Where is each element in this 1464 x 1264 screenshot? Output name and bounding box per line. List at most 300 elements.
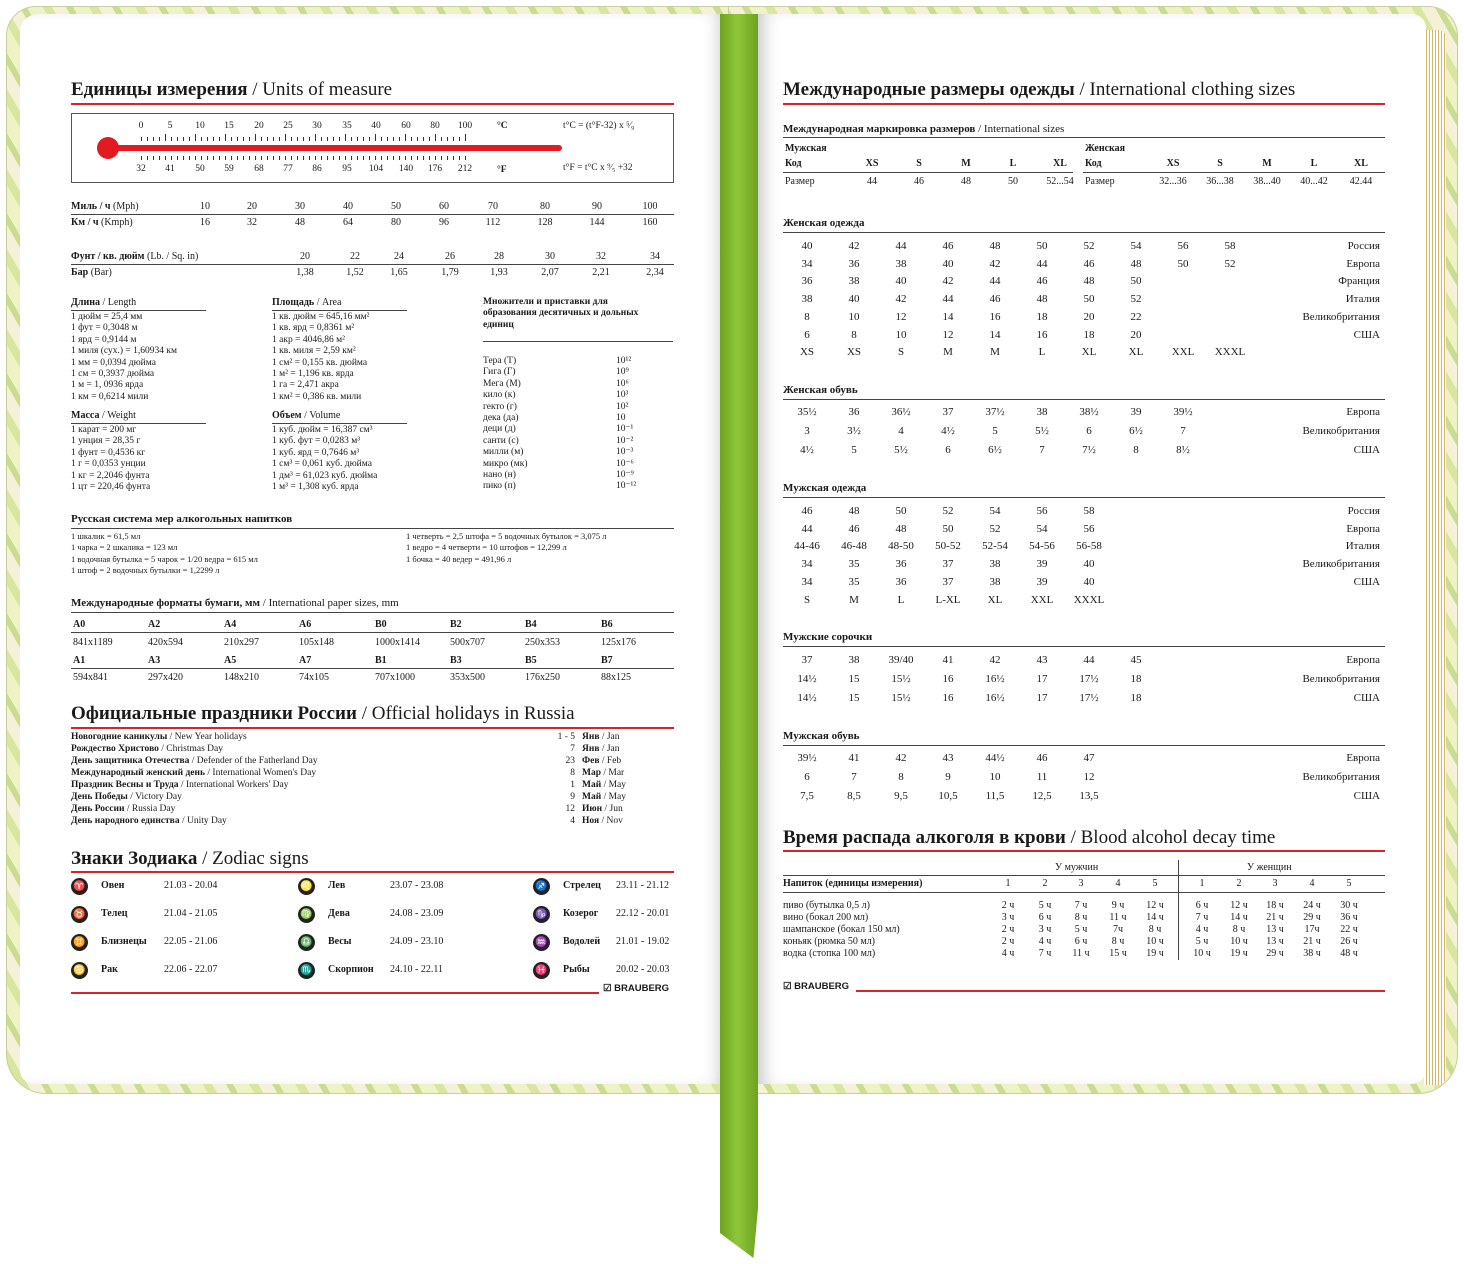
volume-row: 1 куб. ярд = 0,7646 м³ — [272, 447, 360, 458]
scale-tick — [279, 156, 280, 160]
size-value: 7 — [851, 771, 857, 783]
holiday-month-en: / Feb — [601, 756, 622, 766]
psi-label-ru: Фунт / кв. дюйм — [71, 251, 145, 262]
divider — [71, 668, 674, 669]
size-value: 16½ — [985, 692, 1005, 704]
size-value: 35 — [848, 575, 860, 588]
size-value: XL — [1128, 346, 1144, 359]
prefix-name: пико (п) — [483, 481, 516, 492]
size-value: 8,5 — [847, 790, 861, 802]
size-country: Европа — [1346, 522, 1380, 535]
size-value: 17 — [1036, 673, 1048, 685]
size-value: 15½ — [891, 673, 911, 685]
decay-women-value: 48 ч — [1340, 948, 1358, 959]
fahrenheit-label: 50 — [195, 164, 205, 174]
intl-women-size: 40...42 — [1300, 176, 1328, 187]
size-value: 37 — [942, 406, 954, 418]
scale-tick — [399, 137, 400, 141]
zodiac-name: Рыбы — [563, 964, 590, 975]
holiday-day: 8 — [570, 768, 575, 778]
scale-tick — [207, 137, 208, 141]
holiday-month-ru: Июн — [582, 804, 603, 814]
scale-tick — [171, 156, 172, 160]
length-row: 1 мм = 0,0394 дюйма — [71, 357, 156, 368]
size-value: L — [1038, 346, 1046, 359]
size-value: 10 — [848, 310, 860, 323]
mens-title: Мужская одежда — [783, 482, 867, 494]
scale-tick — [393, 137, 394, 141]
size-value: 42 — [895, 752, 907, 764]
divider — [783, 892, 1385, 893]
size-value: 39½ — [797, 752, 817, 764]
mens_shoes-title: Мужская обувь — [783, 730, 860, 742]
scale-tick — [315, 156, 316, 160]
scale-tick — [459, 156, 460, 160]
size-value: 5 — [992, 425, 998, 437]
size-country: Россия — [1347, 240, 1380, 252]
zodiac-dates: 22.05 - 21.06 — [164, 936, 218, 947]
area-row: 1 кв. ярд = 0,8361 м² — [272, 323, 355, 334]
size-value: 48 — [895, 522, 907, 535]
prefix-value: 10⁹ — [616, 367, 629, 378]
scale-tick — [231, 137, 232, 141]
length-row: 1 ярд = 0,9144 м — [71, 334, 137, 345]
decay-women-value: 19 ч — [1230, 948, 1248, 959]
size-value: 4½ — [941, 425, 955, 437]
decay-drink: шампанское (бокал 150 мл) — [783, 924, 900, 935]
holiday-month-en: / Jan — [601, 744, 620, 754]
size-value: 10 — [989, 771, 1001, 783]
paper-name: B6 — [601, 619, 613, 630]
size-value: 18 — [1083, 328, 1095, 341]
paper-name: A5 — [224, 655, 237, 666]
size-value: 47 — [1083, 752, 1095, 764]
zodiac-sign-icon: ♋ — [71, 962, 88, 979]
scale-tick — [369, 156, 370, 160]
size-value: 17½ — [1079, 673, 1099, 685]
scale-tick — [429, 156, 430, 160]
scale-tick — [447, 156, 448, 160]
size-value: 35½ — [797, 406, 817, 418]
size-value: 36 — [895, 575, 907, 588]
size-value: 37½ — [985, 406, 1005, 418]
decay-men-value: 8 ч — [1148, 924, 1162, 935]
scale-tick — [453, 156, 454, 160]
scale-tick — [459, 137, 460, 141]
holiday-month — [582, 768, 624, 779]
scale-tick — [165, 156, 166, 160]
decay-women-value: 4 ч — [1195, 924, 1209, 935]
size-value: 56 — [1083, 522, 1095, 535]
scale-tick — [441, 156, 442, 160]
size-value: 20 — [1130, 328, 1142, 341]
scale-tick — [435, 134, 436, 141]
size-value: 39 — [1130, 406, 1142, 418]
holiday-month-ru: Янв — [582, 732, 600, 742]
holiday-month-en: / Mar — [603, 768, 625, 778]
size-value: 41 — [848, 752, 860, 764]
prefix-value: 10² — [616, 401, 629, 412]
holiday-ru: День защитника Отечества — [71, 756, 190, 766]
size-country: Великобритания — [1302, 558, 1380, 571]
size-value: 39 — [1036, 575, 1048, 588]
bar-value: 1,93 — [490, 267, 508, 278]
size-value: 4½ — [800, 444, 814, 456]
decay-women: У женщин — [1247, 862, 1292, 873]
scale-tick — [267, 156, 268, 160]
scale-tick — [465, 134, 466, 141]
holiday-ru: День народного единства — [71, 816, 180, 826]
size-value: 22 — [1130, 310, 1142, 323]
size-value: 7,5 — [800, 790, 814, 802]
area-title-en: / Area — [316, 297, 342, 308]
decay-col: 4 — [1115, 878, 1121, 889]
fahrenheit-label: 86 — [312, 164, 322, 174]
decay-men-value: 10 ч — [1146, 936, 1164, 947]
decay-women-value: 6 ч — [1195, 900, 1209, 911]
holiday-en: / Christmas Day — [161, 744, 224, 754]
zodiac-name: Рак — [101, 964, 118, 975]
scale-tick — [231, 156, 232, 160]
paper-name: A4 — [224, 619, 237, 630]
scale-tick — [255, 156, 256, 160]
c-formula: t°C = (t°F-32) x ⁵⁄₉ — [563, 121, 635, 131]
size-value: 44½ — [985, 752, 1005, 764]
brand-logo-right: ☑ BRAUBERG — [783, 981, 850, 992]
scale-tick — [315, 134, 316, 141]
divider — [71, 310, 206, 311]
scale-tick — [237, 137, 238, 141]
kmh-label-ru: Км / ч — [71, 217, 99, 228]
decay-col: 5 — [1346, 878, 1352, 889]
size-value: 8 — [1133, 444, 1139, 456]
decay-women-value: 17ч — [1304, 924, 1320, 935]
alcohol-title: Русская система мер алкогольных напитков — [71, 513, 293, 525]
holiday-month — [582, 732, 620, 743]
alcohol-row: 1 ведро = 4 четверти = 10 штофов = 12,299 л — [406, 542, 567, 553]
kmh-value: 80 — [391, 217, 401, 228]
celsius-label: 30 — [312, 121, 322, 131]
holiday-ru: Международный женский день — [71, 768, 206, 778]
holiday-en: / Defender of the Fatherland Day — [191, 756, 318, 766]
size-value: 13,5 — [1079, 790, 1099, 802]
size-value: 20 — [1083, 310, 1095, 323]
scale-tick — [453, 137, 454, 141]
intl-code-value: XS — [1166, 158, 1180, 169]
size-country: Европа — [1346, 406, 1380, 418]
decay-men-value: 8 ч — [1074, 912, 1088, 923]
prefix-name: Тера (Т) — [483, 356, 517, 366]
size-value: 6 — [1086, 425, 1092, 437]
paper-size: 707x1000 — [375, 672, 415, 683]
size-value: 45 — [1130, 654, 1142, 666]
volume-row: 1 куб. дюйм = 16,387 см³ — [272, 425, 373, 435]
scale-tick — [273, 137, 274, 141]
decay-women-value: 26 ч — [1340, 936, 1358, 947]
size-value: 7 — [1039, 444, 1045, 456]
size-value: 11 — [1036, 771, 1048, 783]
scale-tick — [153, 156, 154, 160]
size-value: 6½ — [988, 444, 1002, 456]
divider — [1083, 172, 1385, 173]
holidays-title: Официальные праздники России / Official holidays in Russia — [71, 703, 575, 724]
holiday-name — [71, 744, 223, 755]
size-value: XXXL — [1214, 346, 1246, 359]
paper-name: A6 — [299, 619, 312, 630]
size-value: 40 — [1083, 575, 1095, 588]
paper-size: 105x148 — [299, 637, 334, 648]
mph-value: 100 — [642, 201, 658, 212]
paper-name: B0 — [375, 619, 387, 630]
scale-tick — [207, 156, 208, 160]
decay-men-value: 6 ч — [1038, 912, 1052, 923]
thermometer-bar — [112, 145, 562, 151]
scale-tick — [219, 156, 220, 160]
size-country: США — [1353, 692, 1380, 704]
size-value: 36 — [848, 406, 860, 418]
size-value: 10,5 — [938, 790, 958, 802]
size-value: 50 — [942, 522, 954, 535]
length-row: 1 дюйм = 25,4 мм — [71, 312, 143, 322]
size-country: Италия — [1345, 293, 1380, 306]
scale-tick — [141, 156, 142, 160]
decay-col: 4 — [1309, 878, 1315, 889]
size-value: 12,5 — [1032, 790, 1052, 802]
scale-tick — [297, 156, 298, 160]
divider — [783, 232, 1385, 233]
decay-women-value: 8 ч — [1232, 924, 1246, 935]
decay-col: 5 — [1152, 878, 1158, 889]
holiday-name — [71, 768, 316, 779]
volume-row: 1 м³ = 1,308 куб. ярда — [272, 482, 359, 492]
intl-men-size: 52...54 — [1046, 176, 1074, 187]
zodiac-name: Весы — [328, 936, 352, 947]
size-value: 48 — [989, 240, 1001, 252]
length-row: 1 км = 0,6214 мили — [71, 391, 149, 402]
decay-drink: водка (стопка 100 мл) — [783, 948, 876, 959]
size-value: 16 — [1036, 328, 1048, 341]
size-value: 8 — [851, 328, 857, 341]
size-value: 39/40 — [888, 654, 914, 666]
scale-tick — [183, 137, 184, 141]
size-value: 15 — [848, 673, 860, 685]
scale-tick — [435, 156, 436, 160]
holiday-en: / Victory Day — [130, 792, 182, 802]
holiday-month-ru: Мар — [582, 768, 601, 778]
intl-women: Женская — [1085, 143, 1126, 154]
divider — [783, 172, 1073, 173]
prefix-name: дека (да) — [483, 413, 519, 423]
size-value: 37 — [942, 558, 954, 571]
mph-value: 20 — [247, 201, 257, 212]
psi-value: 34 — [650, 251, 660, 262]
psi-label — [71, 251, 198, 262]
paper-name: B1 — [375, 655, 387, 666]
size-value: 48-50 — [888, 540, 914, 553]
zodiac-sign-icon: ♎ — [298, 934, 315, 951]
holiday-ru: День России — [71, 804, 125, 814]
scale-tick — [255, 134, 256, 141]
mph-value: 40 — [343, 201, 353, 212]
kmh-value: 64 — [343, 217, 353, 228]
size-value: 56 — [1036, 505, 1048, 517]
psi-value: 26 — [445, 251, 455, 262]
size-value: XL — [1081, 346, 1097, 359]
scale-tick — [159, 137, 160, 141]
celsius-label: 25 — [283, 121, 293, 131]
scale-tick — [291, 156, 292, 160]
scale-tick — [309, 137, 310, 141]
mass-row: 1 кг = 2,2046 фунта — [71, 470, 150, 481]
length-heading — [71, 297, 136, 308]
mph-value: 90 — [592, 201, 602, 212]
area-row: 1 м² = 1,196 кв. ярда — [272, 369, 354, 379]
bar-value: 1,38 — [296, 267, 314, 278]
decay-men: У мужчин — [1055, 862, 1099, 873]
size-value: 42 — [942, 275, 954, 288]
mass-title: Масса — [71, 410, 100, 421]
size-value: 15½ — [891, 692, 911, 704]
scale-tick — [321, 156, 322, 160]
scale-tick — [405, 134, 406, 141]
scale-tick — [237, 156, 238, 160]
paper-size: 353x500 — [450, 672, 485, 683]
scale-tick — [429, 137, 430, 141]
size-value: 52 — [1130, 293, 1142, 306]
celsius-label: 15 — [224, 121, 234, 131]
intl-size: Размер — [785, 176, 815, 187]
celsius-label: 100 — [457, 121, 473, 131]
intl-code-value: M — [1262, 158, 1272, 169]
decay-men-value: 3 ч — [1001, 912, 1015, 923]
psi-value: 24 — [394, 251, 404, 262]
bar-value: 1,52 — [346, 267, 364, 278]
fahrenheit-label: 104 — [368, 164, 384, 174]
holiday-month-en: / May — [603, 792, 627, 802]
paper-size: 297x420 — [148, 672, 183, 683]
decay-title: Время распада алкоголя в крови / Blood alcohol decay time — [783, 827, 1276, 848]
kmh-value: 112 — [485, 217, 501, 228]
size-value: 40 — [801, 240, 813, 252]
thermometer — [71, 113, 674, 183]
bar-value: 1,65 — [390, 267, 408, 278]
size-value: 46 — [942, 240, 954, 252]
size-value: 39½ — [1173, 406, 1193, 418]
scale-tick — [225, 134, 226, 141]
holiday-month — [582, 816, 623, 827]
size-value: 46 — [989, 293, 1001, 306]
fahrenheit-label: 77 — [283, 164, 293, 174]
length-row: 1 м = 1, 0936 ярда — [71, 380, 144, 391]
size-country: Великобритания — [1302, 673, 1380, 685]
volume-row: 1 куб. фут = 0,0283 м³ — [272, 436, 361, 447]
decay-drink: вино (бокал 200 мл) — [783, 912, 869, 923]
brand-logo-left: ☑ BRAUBERG — [603, 983, 670, 994]
size-value: 48 — [1130, 257, 1142, 270]
size-value: 48 — [848, 505, 860, 517]
size-value: 46 — [1036, 275, 1048, 288]
scale-tick — [213, 156, 214, 160]
mass-title-en: / Weight — [101, 410, 136, 421]
fahrenheit-label: 212 — [457, 164, 473, 174]
divider — [483, 341, 673, 342]
intl-men-size: 48 — [961, 176, 971, 187]
intl-code: Код — [1085, 158, 1102, 169]
kmh-value: 16 — [200, 217, 210, 228]
scale-tick — [363, 137, 364, 141]
size-value: 6 — [804, 771, 810, 783]
size-value: XXXL — [1073, 593, 1105, 606]
psi-value: 30 — [545, 251, 555, 262]
mass-row: 1 цт = 220,46 фунта — [71, 482, 151, 492]
fahrenheit-label: 59 — [224, 164, 234, 174]
scale-tick — [369, 137, 370, 141]
zodiac-sign-icon: ♍ — [298, 906, 315, 923]
paper-size: 88x125 — [601, 672, 631, 683]
size-value: 43 — [1036, 654, 1048, 666]
size-value: 40 — [895, 275, 907, 288]
area-row: 1 см² = 0,155 кв. дюйма — [272, 357, 368, 368]
area-row: 1 га = 2,471 акра — [272, 380, 339, 391]
size-value: 37 — [801, 654, 813, 666]
mph-value: 50 — [391, 201, 401, 212]
size-value: M — [943, 346, 953, 359]
divider — [783, 646, 1385, 647]
psi-value: 20 — [300, 251, 310, 262]
length-title: Длина — [71, 297, 101, 308]
prefix-value: 10⁻⁹ — [616, 470, 634, 480]
scale-tick — [309, 156, 310, 160]
scale-tick — [225, 156, 226, 160]
paper-size: 176x250 — [525, 672, 560, 683]
intl-code-value: XS — [865, 158, 879, 169]
size-value: 8 — [804, 310, 810, 323]
intl-code-value: M — [961, 158, 971, 169]
decay-women-value: 22 ч — [1340, 924, 1358, 935]
holiday-month-en: / May — [603, 780, 627, 790]
size-value: XXL — [1171, 346, 1195, 359]
size-country: Великобритания — [1302, 425, 1380, 437]
decay-men-value: 4 ч — [1001, 948, 1015, 959]
womens_shoes-title: Женская обувь — [783, 384, 858, 396]
decay-col: 3 — [1078, 878, 1084, 889]
paper-name: A1 — [73, 655, 86, 666]
decay-women-value: 30 ч — [1340, 900, 1358, 911]
prefix-name: милли (м) — [483, 447, 524, 458]
size-value: 14½ — [797, 692, 817, 704]
size-value: 36½ — [891, 406, 911, 418]
zodiac-name: Близнецы — [101, 936, 147, 947]
decay-women-value: 12 ч — [1230, 900, 1248, 911]
zodiac-dates: 21.03 - 20.04 — [164, 880, 218, 891]
size-value: 12 — [895, 310, 907, 323]
size-value: 38 — [801, 293, 813, 306]
kmh-value: 160 — [642, 217, 658, 228]
size-value: 50 — [895, 505, 907, 517]
size-value: 17½ — [1079, 692, 1099, 704]
decay-col: 2 — [1236, 878, 1242, 889]
size-country: Франция — [1338, 275, 1380, 288]
size-value: 18 — [1130, 692, 1142, 704]
zodiac-dates: 23.11 - 21.12 — [616, 880, 669, 891]
size-value: 38 — [1036, 406, 1048, 418]
holiday-month-ru: Фев — [582, 756, 600, 766]
kmh-value: 96 — [439, 217, 449, 228]
kmh-value: 144 — [589, 217, 605, 228]
holiday-ru: Рождество Христово — [71, 744, 159, 754]
paper-name: A3 — [148, 655, 161, 666]
size-country: США — [1353, 790, 1380, 802]
